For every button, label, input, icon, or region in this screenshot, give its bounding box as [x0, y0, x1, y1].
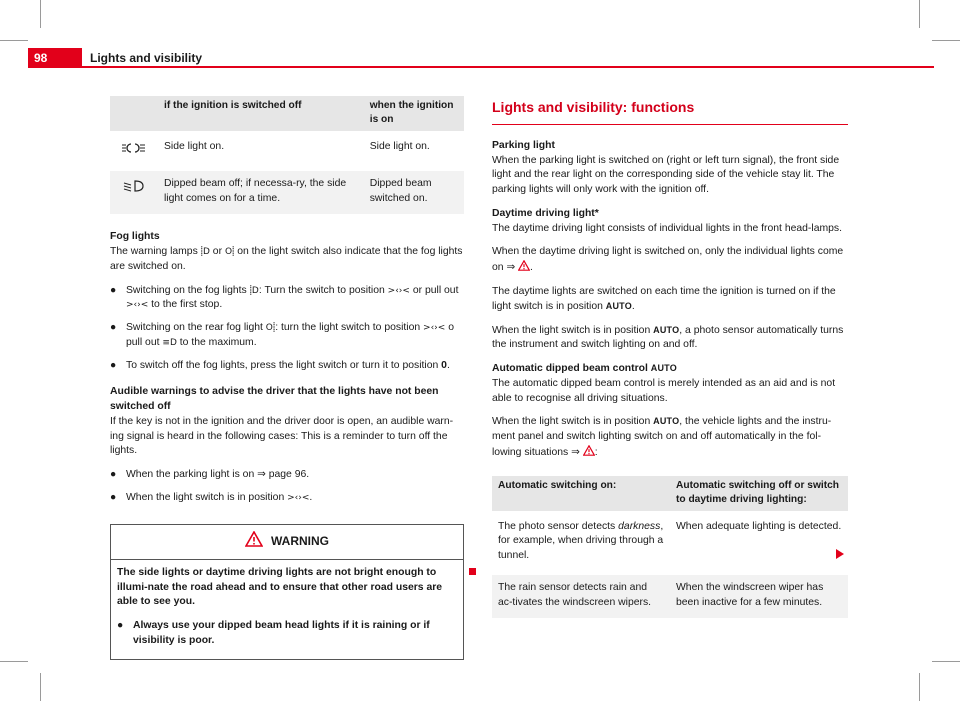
table-header-ignition-on: when the ignition is on — [364, 96, 464, 132]
right-column — [492, 98, 848, 618]
header-rule — [28, 66, 934, 68]
daytime-driving-p3: The daytime lights are switched on each time the ignition is turned on if the light switch is in position AUTO. — [492, 286, 836, 312]
warning-header — [111, 525, 463, 560]
table-row — [492, 512, 848, 573]
table-cell-icon — [110, 169, 158, 214]
table-cell-off: When the windscreen wiper has been inactive for a few minutes. — [670, 573, 848, 618]
crop-mark — [919, 0, 920, 28]
list-item: ● To switch off the fog lights, press the light switch or turn it to position 0. — [110, 359, 464, 374]
parking-light-text: When the parking light is switched on (right or left turn signal), the front side light and the rear light on the corresponding side of the vehicle stay lit. The parking lights will only work with the ignition off. — [492, 154, 840, 196]
warning-triangle-icon — [245, 531, 263, 552]
continue-arrow-icon — [836, 549, 844, 559]
table-cell-off: When adequate lighting is detected. — [670, 512, 848, 573]
dipped-beam-icon — [123, 185, 145, 196]
daytime-driving-p2: When the daytime driving light is switched on, only the individual lights come on ⇒ . — [492, 246, 844, 274]
table-cell-off: Dipped beam off; if necessa-ry, the side light comes on for a time. — [158, 169, 364, 214]
table-header-ignition-off: if the ignition is switched off — [158, 96, 364, 132]
rear-fog-light-icon: O⸽ — [224, 247, 235, 258]
table-cell-on: The photo sensor detects darkness, for example, when driving through a tunnel. — [492, 512, 670, 573]
audible-warnings-heading: Audible warnings to advise the driver that the lights have not been switched off — [110, 386, 439, 413]
front-fog-light-icon: ⸽D — [200, 247, 210, 258]
crop-mark — [932, 661, 960, 662]
table-header-switch-off: Automatic switching off or switch to daytime driving lighting: — [670, 476, 848, 512]
table-header-icon — [110, 96, 158, 132]
fog-lights-intro: The warning lamps ⸽D or O⸽ on the light switch also indicate that the fog lights are switched on. — [110, 246, 463, 272]
crop-mark — [932, 40, 960, 41]
position-zero: 0 — [441, 359, 447, 371]
side-light-icon: >‹›< — [126, 300, 149, 311]
front-fog-light-icon: ⸽D — [249, 285, 259, 296]
bullet-dot: ● — [117, 620, 124, 632]
table-cell-icon — [110, 132, 158, 169]
crop-mark — [40, 673, 41, 701]
fog-lights-heading: Fog lights — [110, 231, 160, 243]
auto-symbol: AUTO — [605, 300, 632, 311]
page-number: 98 — [28, 48, 82, 68]
table-row — [110, 132, 464, 169]
warning-box — [110, 524, 464, 660]
table-cell-on: Dipped beam switched on. — [364, 169, 464, 214]
bullet-dot: ● — [110, 284, 117, 296]
parking-light-heading: Parking light — [492, 139, 555, 151]
warning-triangle-icon — [583, 447, 595, 458]
side-light-icon: >‹›< — [287, 492, 310, 503]
bullet-dot: ● — [110, 322, 117, 334]
section-end-mark — [469, 568, 476, 575]
auto-dipped-p1: The automatic dipped beam control is merely intended as an aid and is not able to recognise all driving situations. — [492, 377, 836, 404]
table-cell-off: Side light on. — [158, 132, 364, 169]
auto-switching-table — [492, 476, 848, 619]
auto-symbol: AUTO — [653, 324, 680, 335]
auto-symbol: AUTO — [650, 363, 677, 374]
table-cell-on: Side light on. — [364, 132, 464, 169]
warning-body — [111, 560, 463, 659]
list-item: ● Switching on the fog lights ⸽D: Turn the switch to position >‹›< or pull out >‹›< to the first stop. — [110, 284, 459, 311]
audible-warnings-text: If the key is not in the ignition and the driver door is open, an audible warn-ing signal is heard in the following cases: This is a reminder to turn off the lights. — [110, 415, 454, 457]
list-item: ● When the parking light is on ⇒ page 96. — [110, 468, 464, 483]
dipped-beam-icon: ≡D — [162, 337, 177, 348]
list-item: ● Switching on the rear fog light O⸽: turn the light switch to position >‹›< o pull out ≡D to the maximum. — [110, 322, 454, 348]
auto-dipped-p2: When the light switch is in position AUTO, the vehicle lights and the instru-ment panel and switch lighting switch on and off automatically in the fol-lowing situations ⇒ : — [492, 416, 832, 458]
warning-title: WARNING — [271, 534, 329, 549]
warning-triangle-icon — [518, 262, 530, 273]
daytime-driving-p1: The daytime driving light consists of individual lights in the front head-lamps. — [492, 222, 842, 234]
auto-dipped-heading: Automatic dipped beam control AUTO — [492, 363, 677, 375]
list-item: ● When the light switch is in position >‹›<. — [110, 491, 464, 506]
side-light-icon: >‹›< — [387, 285, 410, 296]
auto-symbol: AUTO — [653, 416, 680, 427]
bullet-dot: ● — [110, 491, 117, 503]
warning-text: The side lights or daytime driving lights are not bright enough to illumi-nate the road ahead and to ensure that other road users are able to see you. — [117, 566, 443, 608]
section-title: Lights and visibility: functions — [492, 98, 848, 125]
page-header-title: Lights and visibility — [90, 51, 203, 65]
table-cell-on: The rain sensor detects rain and ac-tivates the windscreen wipers. — [492, 573, 670, 618]
side-light-icon: >‹›< — [423, 323, 446, 334]
crop-mark — [0, 40, 28, 41]
table-header-switch-on: Automatic switching on: — [492, 476, 670, 512]
crop-mark — [0, 661, 28, 662]
side-light-icon — [121, 146, 147, 157]
left-column — [110, 96, 464, 660]
bullet-dot: ● — [110, 469, 117, 481]
rear-fog-light-icon: O⸽ — [265, 323, 276, 334]
table-row — [110, 169, 464, 214]
ignition-light-table — [110, 96, 464, 214]
daytime-driving-p4: When the light switch is in position AUTO, a photo sensor automatically turns the instrument and switch lighting on and off. — [492, 324, 844, 351]
crop-mark — [919, 673, 920, 701]
bullet-dot: ● — [110, 359, 117, 371]
daytime-driving-heading: Daytime driving light* — [492, 207, 599, 219]
table-row — [492, 573, 848, 618]
list-item: ● Always use your dipped beam head lights if it is raining or if visibility is poor. — [117, 620, 430, 646]
crop-mark — [40, 0, 41, 28]
